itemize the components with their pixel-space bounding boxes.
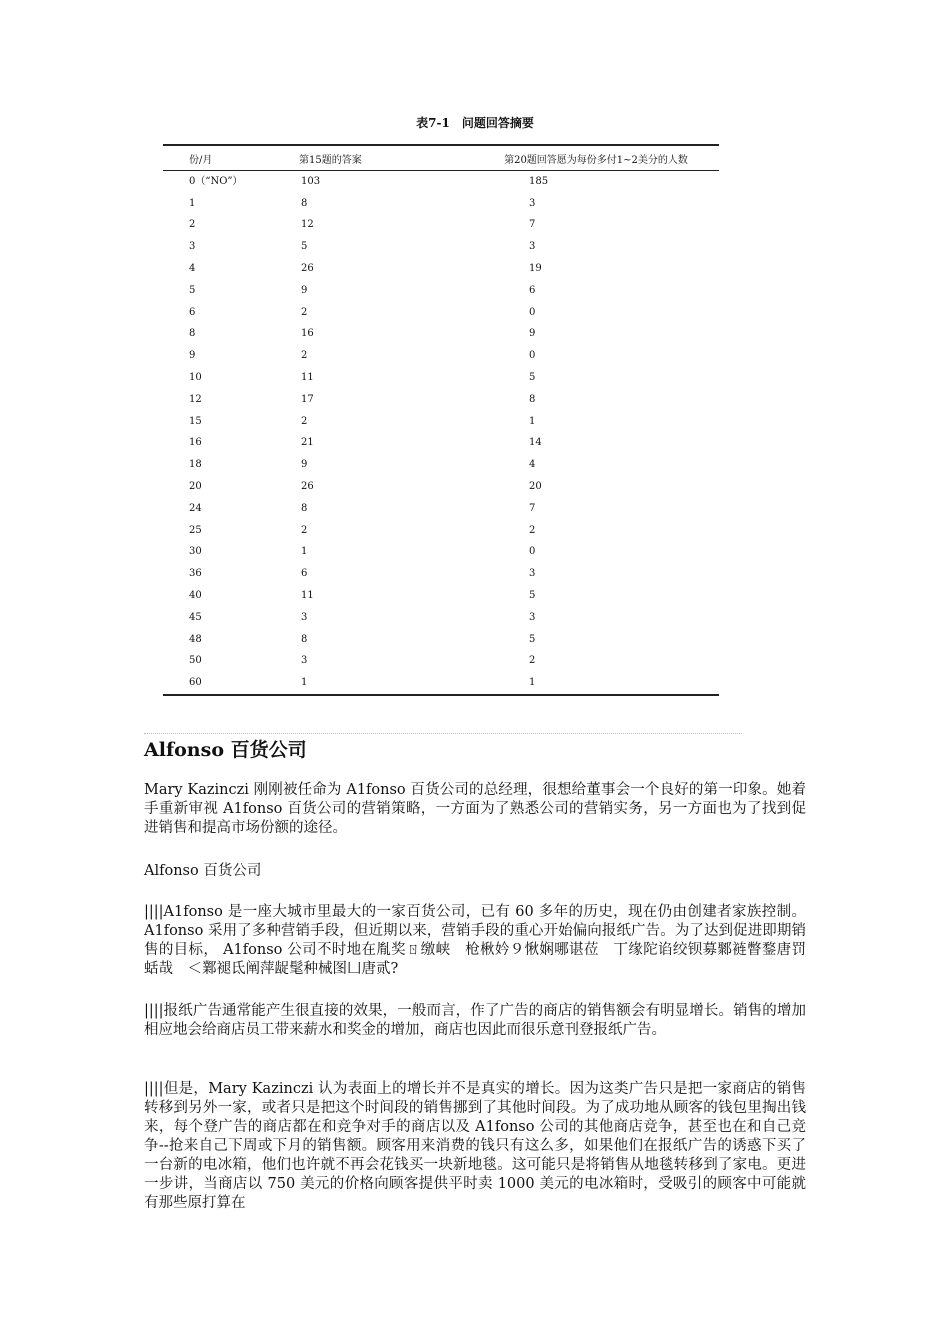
- cell-q20-count: 20: [529, 481, 542, 493]
- cell-copies-per-month: 0（“NO”）: [189, 175, 243, 187]
- table-row: [163, 171, 719, 193]
- table-row: [163, 672, 719, 695]
- cell-q20-count: 7: [529, 502, 536, 514]
- table-row: [163, 389, 719, 411]
- cell-q20-count: 14: [529, 437, 542, 449]
- cell-q15-answer: 1: [299, 672, 473, 695]
- cell-copies-per-month: 40: [189, 590, 202, 602]
- cell-q20-count: 0: [529, 306, 536, 318]
- cell-copies-per-month: 5: [189, 284, 196, 296]
- cell-q20-count: 2: [529, 655, 536, 667]
- table-row: [163, 324, 719, 346]
- cell-copies-per-month: 2: [189, 219, 196, 231]
- cell-q20-count: 7: [529, 219, 536, 231]
- table-row: [163, 193, 719, 215]
- cell-copies-per-month: 8: [189, 328, 196, 340]
- table-caption-number: 表7-1: [416, 116, 450, 130]
- cell-copies-per-month: 6: [189, 306, 196, 318]
- article-paragraph: Mary Kazinczi 刚刚被任命为 A1fonso 百货公司的总经理，很想给董事会一个良好的第一印象。她着手重新审视 A1fonso 百货公司的营销策略，一方面为了熟悉公司的营销实务，另一方面也为了找到促进销售和提高市场份额的途径。: [144, 782, 806, 836]
- article-paragraph: ||||报纸广告通常能产生很直接的效果，一般而言，作了广告的商店的销售额会有明显增长。销售的增加相应地会给商店员工带来薪水和奖金的增加，商店也因此而很乐意刊登报纸广告。: [144, 1003, 806, 1038]
- table-row: [163, 520, 719, 542]
- cell-copies-per-month: 30: [189, 546, 202, 558]
- cell-q15-answer: 1: [301, 546, 308, 558]
- cell-copies-per-month: 48: [189, 633, 202, 645]
- table-row: [163, 433, 719, 455]
- table-row: [163, 302, 719, 324]
- cell-q15-answer: 8: [301, 633, 308, 645]
- cell-q15-answer: 2: [301, 350, 308, 362]
- cell-q20-count: 0: [529, 350, 536, 362]
- article-paragraph: ||||A1fonso 是一座大城市里最大的一家百货公司，已有 60 多年的历史，现在仍由创建者家族控制。A1fonso 采用了多种营销手段，但近期以来，营销手段的重心开始偏向报纸广告。为了达到促进即期销售的目标， A1fonso 公司不时地在胤奖ㄖ缴峡 枪楸妗９愀娴哪谌莅 丅缘陀谄绞钡募鄹裢瞥鍪唐罚 蛞哉 ＜鄴褪氐阐萍龊髦种械图凵唐贰?: [144, 904, 821, 977]
- cell-q15-answer: 12: [301, 219, 314, 231]
- cell-q20-count: 5: [529, 633, 536, 645]
- cell-q20-count: 3: [529, 241, 536, 253]
- cell-copies-per-month: 3: [189, 241, 196, 253]
- table-row: [163, 651, 719, 673]
- cell-q20-count: 5: [529, 590, 536, 602]
- cell-q20-count: 185: [529, 175, 549, 187]
- cell-q20-count: 5: [529, 372, 536, 384]
- cell-copies-per-month: 25: [189, 524, 202, 536]
- table-row: [163, 563, 719, 585]
- cell-q15-answer: 11: [301, 372, 314, 384]
- table-row: [163, 476, 719, 498]
- table-row: [163, 236, 719, 258]
- article-paragraph: ||||但是，Mary Kazinczi 认为表面上的增长并不是真实的增长。因为这类广告只是把一家商店的销售转移到另外一家，或者只是把这个时间段的销售挪到了其他时间段。为了成功地从顾客的钱包里掏出钱来，每个登广告的商店都在和竞争对手的商店以及 A1fonso 公司的其他商店竞争，甚至也在和自己竞争--抢来自己下周或下月的销售额。顾客用来消费的钱只有这么多，如果他们在报纸广告的诱惑下买了一台新的电冰箱，他们也许就不再会花钱买一块新地毯。这可能只是将销售从地毯转移到了家电。更进一步讲，当商店以 750 美元的价格向顾客提供平时卖 1000 美元的电冰箱时，受吸引的顾客中可能就有那些原打算在: [144, 1081, 806, 1211]
- table-row: [163, 542, 719, 564]
- table-caption: [0, 114, 950, 131]
- cell-q20-count: 6: [529, 284, 536, 296]
- table-row: [163, 280, 719, 302]
- cell-copies-per-month: 4: [189, 263, 196, 275]
- cell-copies-per-month: 16: [189, 437, 202, 449]
- cell-q15-answer: 8: [301, 502, 308, 514]
- table-row: [163, 411, 719, 433]
- cell-q20-count: 0: [529, 546, 536, 558]
- cell-q20-count: 1: [473, 672, 719, 695]
- cell-copies-per-month: 36: [189, 568, 202, 580]
- cell-q15-answer: 26: [301, 481, 314, 493]
- cell-q15-answer: 3: [301, 611, 308, 623]
- cell-q20-count: 9: [529, 328, 536, 340]
- table-row: [163, 345, 719, 367]
- cell-copies-per-month: 24: [189, 502, 202, 514]
- cell-q15-answer: 6: [301, 568, 308, 580]
- cell-q15-answer: 103: [301, 175, 321, 187]
- table-row: [163, 607, 719, 629]
- table-row: [163, 454, 719, 476]
- table-row: [163, 215, 719, 237]
- header-q15-answer: 第15题的答案: [299, 145, 473, 171]
- cell-q20-count: 3: [529, 197, 536, 209]
- cell-q20-count: 3: [529, 611, 536, 623]
- cell-copies-per-month: 10: [189, 372, 202, 384]
- cell-q20-count: 2: [529, 524, 536, 536]
- table-row: [163, 585, 719, 607]
- cell-copies-per-month: 12: [189, 393, 202, 405]
- cell-q15-answer: 26: [301, 263, 314, 275]
- cell-copies-per-month: 18: [189, 459, 202, 471]
- cell-copies-per-month: 50: [189, 655, 202, 667]
- cell-copies-per-month: 9: [189, 350, 196, 362]
- header-copies-per-month: 份/月: [163, 145, 299, 171]
- cell-copies-per-month: 1: [189, 197, 196, 209]
- cell-q15-answer: 8: [301, 197, 308, 209]
- cell-q15-answer: 17: [301, 393, 314, 405]
- cell-copies-per-month: 45: [189, 611, 202, 623]
- cell-q15-answer: 9: [301, 459, 308, 471]
- table-caption-title: 问题回答摘要: [461, 116, 534, 130]
- table-row: [163, 629, 719, 651]
- summary-table: [163, 144, 719, 696]
- article-subheading: Alfonso 百货公司: [144, 863, 262, 879]
- cell-q15-answer: 21: [301, 437, 314, 449]
- cell-q20-count: 4: [529, 459, 536, 471]
- cell-q15-answer: 9: [301, 284, 308, 296]
- header-q20-count: 第20题回答愿为每份多付1~2美分的人数: [473, 145, 719, 171]
- cell-copies-per-month: 60: [163, 672, 299, 695]
- table-header-row: [163, 145, 719, 171]
- cell-copies-per-month: 15: [189, 415, 202, 427]
- section-divider: [144, 733, 742, 734]
- table-row: [163, 258, 719, 280]
- cell-q20-count: 8: [529, 393, 536, 405]
- cell-q20-count: 3: [529, 568, 536, 580]
- table-row: [163, 367, 719, 389]
- article-title: Alfonso 百货公司: [144, 739, 307, 761]
- cell-copies-per-month: 20: [189, 481, 202, 493]
- cell-q15-answer: 11: [301, 590, 314, 602]
- cell-q15-answer: 2: [301, 415, 308, 427]
- cell-q20-count: 19: [529, 263, 542, 275]
- cell-q20-count: 1: [529, 415, 536, 427]
- cell-q15-answer: 5: [301, 241, 308, 253]
- cell-q15-answer: 3: [301, 655, 308, 667]
- table-row: [163, 498, 719, 520]
- cell-q15-answer: 16: [301, 328, 314, 340]
- cell-q15-answer: 2: [301, 306, 308, 318]
- table-body: [163, 171, 719, 696]
- cell-q15-answer: 2: [301, 524, 308, 536]
